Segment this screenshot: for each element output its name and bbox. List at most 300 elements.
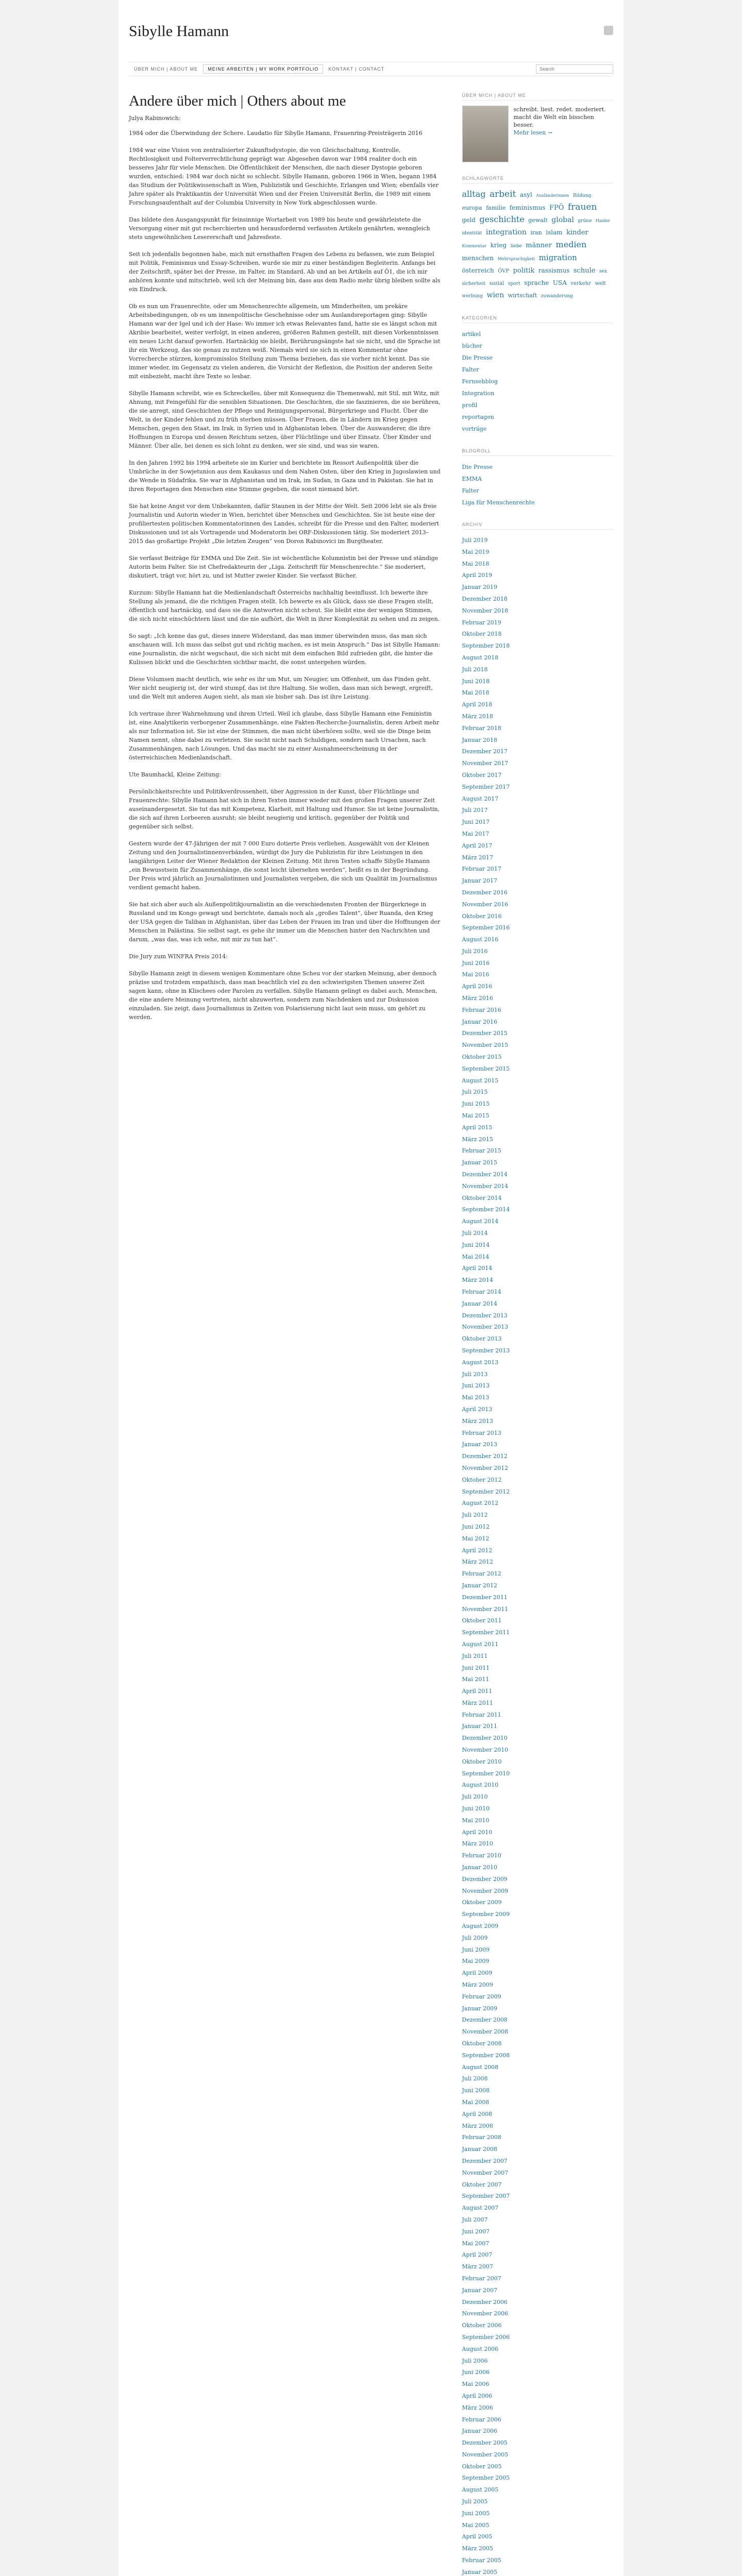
archive-link[interactable]: Januar 2009 — [462, 2005, 497, 2012]
tag-link[interactable]: menschen — [462, 255, 494, 262]
archive-item — [462, 852, 613, 864]
tag-link[interactable]: europa — [462, 205, 482, 211]
archive-link[interactable]: Oktober 2010 — [462, 1758, 502, 1765]
archive-link[interactable]: April 2005 — [462, 2533, 493, 2540]
archive-item — [462, 993, 613, 1005]
nav-item-about[interactable]: ÜBER MICH | ABOUT ME — [134, 66, 198, 72]
archive-item — [462, 2437, 613, 2449]
archive-link[interactable]: Juni 2015 — [462, 1100, 490, 1108]
tag-link[interactable]: gewalt — [528, 217, 548, 224]
tag-link[interactable]: liebe — [510, 244, 522, 249]
tag-link[interactable]: sicherheit — [462, 281, 486, 286]
archive-link[interactable]: März 2015 — [462, 1136, 493, 1143]
archive-link[interactable]: September 2005 — [462, 2475, 510, 2482]
archive-link[interactable]: Juni 2012 — [462, 1523, 490, 1530]
archive-link[interactable]: August 2008 — [462, 2063, 499, 2071]
archive-item — [462, 1909, 613, 1921]
blogroll-list — [462, 461, 613, 509]
archive-link[interactable]: April 2013 — [462, 1405, 493, 1413]
category-link[interactable]: Falter — [462, 366, 479, 373]
archive-link[interactable]: Dezember 2012 — [462, 1453, 508, 1460]
archive-link[interactable]: Oktober 2006 — [462, 2322, 502, 2329]
archive-link[interactable]: September 2008 — [462, 2052, 510, 2059]
archive-link[interactable]: September 2011 — [462, 1629, 510, 1636]
archive-item — [462, 1933, 613, 1944]
archive-link[interactable]: Januar 2017 — [462, 877, 497, 885]
archive-link[interactable]: Dezember 2009 — [462, 1875, 508, 1883]
archive-link[interactable]: Dezember 2007 — [462, 2157, 508, 2164]
archive-link[interactable]: März 2013 — [462, 1417, 493, 1425]
archive-link[interactable]: September 2007 — [462, 2193, 510, 2200]
archive-link[interactable]: Juli 2018 — [462, 666, 488, 673]
post-paragraph: Gestern wurde der 47-Jährigen der mit 7 000 Euro dotierte Preis verliehen. Ausgewählt von der Kleinen Zeitung und den Journalistinnenverbänden, würdigt die Jury die Publizistin für ihre Leistungen in den langjährigen Leiter der Wiener Redaktion der Kleinen Zeitung. Mit ihren Texten schaffe Sibylle Hamann „ein Bewusstsein für Zusammenhänge, die sonst leicht übersehen werden“, heißt es in der Begründung. Der Preis wird jährlich an Journalistinnen und Journalisten vergeben, die sich um Qualität im Journalismus verdient gemacht haben. — [129, 840, 437, 891]
archive-link[interactable]: Juni 2009 — [462, 1946, 490, 1953]
archive-link[interactable]: Februar 2013 — [462, 1429, 501, 1436]
archive-link[interactable]: November 2007 — [462, 2169, 509, 2176]
tag-link[interactable]: familie — [486, 205, 506, 211]
archive-link[interactable]: Juli 2015 — [462, 1089, 488, 1096]
archive-link[interactable]: November 2018 — [462, 607, 509, 614]
archive-link[interactable]: Dezember 2017 — [462, 748, 508, 755]
archive-link[interactable]: Juli 2019 — [462, 537, 488, 544]
archive-item — [462, 2038, 613, 2050]
archive-link[interactable]: Dezember 2018 — [462, 595, 508, 602]
archive-link[interactable]: Oktober 2007 — [462, 2181, 502, 2188]
archive-link[interactable]: Juni 2013 — [462, 1382, 490, 1389]
archive-link[interactable]: Dezember 2008 — [462, 2016, 508, 2024]
archive-item — [462, 2555, 613, 2567]
archive-link[interactable]: Dezember 2016 — [462, 889, 508, 896]
archive-item — [462, 2179, 613, 2191]
archive-item — [462, 1886, 613, 1897]
archive-link[interactable]: März 2006 — [462, 2404, 493, 2411]
tag-link[interactable]: integration — [485, 228, 527, 236]
archive-link[interactable]: März 2010 — [462, 1840, 493, 1848]
tag-link[interactable]: Ausländerinnen — [536, 193, 569, 198]
archive-item — [462, 946, 613, 958]
archive-link[interactable]: Mai 2007 — [462, 2240, 490, 2247]
archive-link[interactable]: Juni 2017 — [462, 819, 490, 826]
archive-link[interactable]: September 2006 — [462, 2333, 510, 2341]
archive-link[interactable]: November 2013 — [462, 1324, 509, 1331]
archive-link[interactable]: März 2018 — [462, 713, 493, 720]
archive-item — [462, 640, 613, 652]
archive-item — [462, 547, 613, 558]
archive-item — [462, 2332, 613, 2344]
archive-link[interactable]: Juli 2009 — [462, 1934, 488, 1941]
archive-item — [462, 1404, 613, 1416]
archive-link[interactable]: Februar 2009 — [462, 1993, 501, 2000]
archive-link[interactable]: Mai 2015 — [462, 1112, 490, 1120]
tag-link[interactable]: sport — [508, 281, 520, 286]
archive-link[interactable]: August 2016 — [462, 936, 499, 943]
tag-link[interactable]: rassismus — [538, 267, 570, 274]
archive-item — [462, 2567, 613, 2576]
search-input[interactable] — [536, 64, 613, 74]
post-paragraph: 1984 oder die Überwindung der Schere. Laudatio für Sibylle Hamann, Frauenring-Preisträgerin 2016 — [129, 130, 423, 137]
archive-item — [462, 699, 613, 711]
archive-link[interactable]: März 2017 — [462, 854, 493, 861]
archive-link[interactable]: Oktober 2005 — [462, 2463, 502, 2470]
archive-link[interactable]: März 2009 — [462, 1981, 493, 1989]
archive-link[interactable]: August 2006 — [462, 2345, 499, 2352]
archive-link[interactable]: Februar 2015 — [462, 1147, 501, 1155]
archive-link[interactable]: Juli 2005 — [462, 2498, 488, 2505]
archive-link[interactable]: Mai 2006 — [462, 2381, 490, 2388]
archive-item — [462, 1204, 613, 1216]
archive-link[interactable]: Januar 2008 — [462, 2146, 497, 2153]
archive-link[interactable]: Februar 2011 — [462, 1711, 501, 1718]
archive-link[interactable]: April 2011 — [462, 1688, 493, 1695]
archive-link[interactable]: Oktober 2009 — [462, 1899, 502, 1906]
archive-link[interactable]: September 2013 — [462, 1347, 510, 1354]
archive-item — [462, 1486, 613, 1498]
post-paragraph: Ute Baumhackl, Kleine Zeitung: — [129, 771, 221, 778]
archive-item — [462, 1862, 613, 1874]
archive-link[interactable]: Juni 2006 — [462, 2369, 490, 2376]
archive-link[interactable]: April 2019 — [462, 572, 493, 579]
tag-link[interactable]: migration — [538, 253, 577, 262]
archive-link[interactable]: September 2009 — [462, 1911, 510, 1918]
archive-link[interactable]: Juni 2007 — [462, 2228, 490, 2235]
category-link[interactable]: profil — [462, 402, 478, 409]
archive-link[interactable]: April 2017 — [462, 842, 493, 849]
archive-link[interactable]: Juli 2017 — [462, 807, 488, 814]
archive-link[interactable]: Oktober 2011 — [462, 1617, 502, 1624]
archive-link[interactable]: November 2010 — [462, 1747, 509, 1754]
archive-link[interactable]: Mai 2016 — [462, 971, 490, 978]
archive-item — [462, 2238, 613, 2250]
archive-link[interactable]: Mai 2017 — [462, 830, 490, 837]
tag-link[interactable]: wien — [486, 291, 504, 299]
archive-link[interactable]: Juli 2008 — [462, 2075, 488, 2082]
archive-link[interactable]: August 2005 — [462, 2486, 499, 2494]
archive-link[interactable]: Mai 2014 — [462, 1253, 490, 1260]
archive-link[interactable]: Juni 2014 — [462, 1241, 490, 1248]
archive-list — [462, 535, 613, 2576]
archive-link[interactable]: Mai 2011 — [462, 1676, 490, 1683]
archive-item — [462, 2402, 613, 2414]
archive-link[interactable]: November 2008 — [462, 2028, 509, 2036]
site-title[interactable]: Sibylle Hamann — [129, 23, 229, 40]
archive-link[interactable]: Juni 2018 — [462, 677, 490, 685]
archive-item — [462, 981, 613, 993]
archive-link[interactable]: Juni 2008 — [462, 2087, 490, 2094]
archive-item — [462, 1016, 613, 1028]
tag-link[interactable]: identität — [462, 231, 482, 236]
archive-item — [462, 2062, 613, 2074]
archive-link[interactable]: Juli 2011 — [462, 1652, 488, 1659]
page-shell — [119, 0, 623, 2576]
about-more-link[interactable]: Mehr lesen → — [513, 129, 553, 136]
archive-link[interactable]: Mai 2012 — [462, 1535, 490, 1542]
nav-item-contact[interactable]: KONTAKT | CONTACT — [328, 66, 385, 72]
archive-link[interactable]: Februar 2007 — [462, 2275, 501, 2282]
tag-link[interactable]: sozial — [489, 281, 504, 286]
archive-link[interactable]: Februar 2005 — [462, 2557, 501, 2564]
tag-link[interactable]: werbung — [462, 294, 483, 299]
category-link[interactable]: vorträge — [462, 426, 487, 432]
archive-link[interactable]: Juli 2014 — [462, 1230, 488, 1237]
archive-item — [462, 1874, 613, 1886]
archive-link[interactable]: September 2014 — [462, 1206, 510, 1213]
tag-link[interactable]: iran — [530, 229, 542, 236]
tag-link[interactable]: Haider — [595, 218, 610, 223]
tag-cloud — [462, 189, 613, 302]
archive-link[interactable]: Februar 2019 — [462, 619, 501, 626]
archive-link[interactable]: November 2015 — [462, 1042, 509, 1049]
category-link[interactable]: Die Presse — [462, 354, 493, 361]
archive-link[interactable]: April 2007 — [462, 2251, 493, 2259]
tag-link[interactable]: welt — [595, 281, 606, 286]
tag-link[interactable]: alltag — [462, 189, 486, 199]
archive-link[interactable]: Mai 2010 — [462, 1817, 490, 1824]
archive-link[interactable]: Dezember 2014 — [462, 1171, 508, 1178]
tag-link[interactable]: frauen — [567, 202, 597, 212]
archive-link[interactable]: Oktober 2012 — [462, 1476, 502, 1483]
archive-link[interactable]: März 2007 — [462, 2263, 493, 2270]
archive-link[interactable]: Februar 2017 — [462, 866, 501, 873]
archive-link[interactable]: Februar 2016 — [462, 1006, 501, 1013]
tag-link[interactable]: global — [551, 216, 574, 224]
tag-link[interactable]: geld — [462, 216, 476, 224]
archive-link[interactable]: Juli 2010 — [462, 1793, 488, 1801]
archive-link[interactable]: Januar 2007 — [462, 2286, 497, 2294]
archive-link[interactable]: September 2018 — [462, 642, 510, 650]
tag-link[interactable]: FPÖ — [549, 204, 564, 212]
tag-link[interactable]: islam — [546, 229, 563, 236]
archive-link[interactable]: Dezember 2015 — [462, 1030, 508, 1037]
category-item — [462, 376, 613, 387]
tag-link[interactable]: USA — [552, 279, 567, 286]
archive-link[interactable]: Oktober 2016 — [462, 912, 502, 920]
archive-link[interactable]: Juli 2012 — [462, 1512, 488, 1519]
archive-item — [462, 2085, 613, 2097]
archive-link[interactable]: Mai 2018 — [462, 560, 490, 567]
archive-link[interactable]: April 2008 — [462, 2110, 493, 2117]
archive-link[interactable]: August 2009 — [462, 1923, 499, 1930]
category-link[interactable]: Fernsehblog — [462, 378, 498, 385]
post-paragraph: Ob es nun um Frauenrechte, oder um Menschenrechte allgemein, um Minderheiten, um prekäre Arbeitsbedingungen, ob es um innenpolitische Geschehnisse oder um Auslandsreportagen ging: Sibylle Hamann war der Igel und ich der Hase: Wo immer ich etwas Relevantes fand, hatte sie es längst schon mit Akribie bearbeitet, weiter verfolgt, in einen anderen, größeren Rahmen gestellt, mit diesen Vorkenntnissen ein neues Licht darauf geworfen. Hartnäckig sie bleibt, Berührungsängste hat sie nicht, und die Sprache ist ihr ein Werkzeug, das sie genau zu nutzen weiß. Niemals wird sie sich in einen Kommentar ohne Vorrecherche stürzen, kompromisslos Stellung zum Thema beziehen, das sie vorher nicht kennt. Das sie immer wieder, im Gegensatz zu vielen anderen, die Vorsicht der Reflexion, die Position der anderen Seite mit einbezieht, macht ihre Texte so lesbar. — [129, 303, 441, 380]
archive-link[interactable]: August 2017 — [462, 795, 499, 802]
archive-item — [462, 2202, 613, 2214]
archive-link[interactable]: November 2005 — [462, 2451, 509, 2458]
tag-link[interactable]: Bildung — [572, 193, 592, 198]
archive-link[interactable]: Mai 2009 — [462, 1958, 490, 1965]
tag-link[interactable]: geschichte — [479, 214, 525, 224]
archive-link[interactable]: Juni 2005 — [462, 2510, 490, 2517]
tag-link[interactable]: sex — [599, 269, 607, 274]
archive-link[interactable]: Juni 2016 — [462, 959, 490, 967]
archive-link[interactable]: November 2016 — [462, 901, 509, 908]
archive-link[interactable]: März 2008 — [462, 2122, 493, 2129]
archive-link[interactable]: April 2016 — [462, 983, 493, 990]
archive-link[interactable]: Oktober 2017 — [462, 771, 502, 778]
archive-link[interactable]: Mai 2005 — [462, 2521, 490, 2529]
archive-item — [462, 840, 613, 852]
tag-link[interactable]: arbeit — [490, 189, 516, 199]
archive-link[interactable]: Februar 2014 — [462, 1289, 501, 1295]
archive-item — [462, 1991, 613, 2003]
archive-link[interactable]: April 2015 — [462, 1124, 493, 1131]
blogroll-link[interactable]: EMMA — [462, 476, 482, 482]
archive-link[interactable]: November 2011 — [462, 1605, 509, 1613]
tag-link[interactable]: österreich — [462, 267, 494, 274]
archive-link[interactable]: April 2014 — [462, 1265, 493, 1272]
archive-link[interactable]: Februar 2010 — [462, 1852, 501, 1859]
archive-link[interactable]: Januar 2015 — [462, 1159, 497, 1166]
archive-link[interactable]: Juli 2007 — [462, 2216, 488, 2223]
archive-item — [462, 1592, 613, 1604]
archive-link[interactable]: März 2016 — [462, 995, 493, 1002]
archive-item — [462, 1416, 613, 1428]
archive-link[interactable]: Februar 2012 — [462, 1570, 501, 1578]
tag-link[interactable]: wirtschaft — [508, 292, 537, 299]
archive-link[interactable]: August 2011 — [462, 1640, 499, 1648]
about-widget — [462, 106, 613, 162]
archive-link[interactable]: Oktober 2018 — [462, 631, 502, 638]
archive-link[interactable]: Mai 2018 — [462, 689, 490, 697]
archive-link[interactable]: Juli 2013 — [462, 1370, 488, 1378]
archive-link[interactable]: November 2012 — [462, 1464, 509, 1471]
archive-item — [462, 1216, 613, 1228]
archive-link[interactable]: Januar 2014 — [462, 1300, 497, 1307]
blogroll-link[interactable]: Die Presse — [462, 464, 493, 470]
tag-link[interactable]: Mehrsprachigkeit — [497, 257, 535, 261]
archive-item — [462, 2109, 613, 2121]
archive-link[interactable]: November 2006 — [462, 2310, 509, 2317]
archive-link[interactable]: Mai 2013 — [462, 1394, 490, 1401]
archive-link[interactable]: September 2010 — [462, 1770, 510, 1777]
archive-item — [462, 1580, 613, 1592]
archive-item — [462, 1275, 613, 1286]
archive-link[interactable]: Januar 2016 — [462, 1018, 497, 1025]
archive-link[interactable]: Januar 2019 — [462, 584, 497, 591]
archive-link[interactable]: September 2015 — [462, 1065, 510, 1072]
archive-link[interactable]: Dezember 2005 — [462, 2439, 508, 2447]
tag-link[interactable]: politik — [513, 267, 535, 275]
archive-item — [462, 1944, 613, 1956]
archive-item — [462, 676, 613, 688]
archive-link[interactable]: Februar 2018 — [462, 724, 501, 732]
archive-link[interactable]: Januar 2010 — [462, 1864, 497, 1871]
archive-link[interactable]: April 2018 — [462, 701, 493, 708]
archive-link[interactable]: Oktober 2014 — [462, 1194, 502, 1201]
archive-item — [462, 687, 613, 699]
tag-link[interactable]: grüne — [578, 218, 592, 224]
archive-item — [462, 1533, 613, 1545]
archive-item — [462, 2026, 613, 2038]
category-link[interactable]: Integration — [462, 390, 495, 397]
archive-link[interactable]: August 2007 — [462, 2205, 499, 2212]
tag-link[interactable]: zuwanderung — [541, 294, 573, 299]
archive-link[interactable]: Dezember 2013 — [462, 1312, 508, 1319]
archive-link[interactable]: April 2009 — [462, 1970, 493, 1977]
archive-item — [462, 1791, 613, 1803]
archive-link[interactable]: November 2014 — [462, 1182, 509, 1190]
archive-link[interactable]: Februar 2006 — [462, 2416, 501, 2423]
archive-link[interactable]: November 2017 — [462, 760, 509, 767]
blogroll-link[interactable]: Liga für Menschenrechte — [462, 499, 535, 506]
archive-link[interactable]: Januar 2018 — [462, 736, 497, 743]
tag-link[interactable]: verkehr — [570, 281, 591, 286]
archive-link[interactable]: Juni 2011 — [462, 1664, 490, 1671]
archive-link[interactable]: April 2012 — [462, 1547, 493, 1554]
rss-icon[interactable] — [604, 26, 613, 35]
tag-link[interactable]: sprache — [524, 279, 549, 286]
archive-link[interactable]: Oktober 2013 — [462, 1335, 502, 1343]
blogroll-link[interactable]: Falter — [462, 487, 479, 494]
tag-link[interactable]: feminismus — [509, 204, 546, 211]
nav-item-work[interactable]: MEINE ARBEITEN | MY WORK PORTFOLIO — [203, 64, 323, 74]
archive-link[interactable]: Mai 2019 — [462, 548, 490, 555]
archive-link[interactable]: August 2012 — [462, 1500, 499, 1507]
archive-link[interactable]: Januar 2012 — [462, 1582, 497, 1589]
archive-item — [462, 1110, 613, 1122]
tag-link[interactable]: kinder — [566, 229, 588, 236]
archive-link[interactable]: August 2014 — [462, 1218, 499, 1225]
archive-link[interactable]: Oktober 2008 — [462, 2040, 502, 2047]
archive-link[interactable]: Dezember 2006 — [462, 2298, 508, 2306]
archive-link[interactable]: Januar 2011 — [462, 1723, 497, 1730]
archive-item — [462, 2379, 613, 2391]
post — [129, 87, 442, 2576]
archive-link[interactable]: August 2015 — [462, 1077, 499, 1084]
archive-link[interactable]: Juli 2016 — [462, 947, 488, 955]
archive-link[interactable]: Dezember 2011 — [462, 1594, 508, 1601]
archive-link[interactable]: September 2012 — [462, 1488, 510, 1495]
archive-item — [462, 1228, 613, 1240]
tag-link[interactable]: schule — [573, 267, 596, 275]
tag-link[interactable]: ÖVP — [498, 268, 510, 274]
archive-item — [462, 1521, 613, 1533]
tag-link[interactable]: männer — [526, 242, 552, 249]
archive-link[interactable]: September 2016 — [462, 924, 510, 931]
tag-link[interactable]: krieg — [490, 242, 507, 249]
archive-link[interactable]: Juni 2010 — [462, 1805, 490, 1812]
category-link[interactable]: bücher — [462, 343, 482, 349]
category-link[interactable]: artikel — [462, 331, 481, 337]
archive-link[interactable]: Dezember 2010 — [462, 1735, 508, 1742]
category-link[interactable]: reportagen — [462, 414, 494, 420]
archive-link[interactable]: Januar 2013 — [462, 1441, 497, 1448]
post-paragraph: Diese Volumsen macht deutlich, wie sehr es ihr um Mut, um Neugier, um Offenheit, um das Finden geht. Wer nicht neugierig ist, der wird stumpf, das ist ihre Haltung. Sie wollen, dass man sich bewegt, ergreift, und die Welt mit anderen Augen sieht, als man sie bisher sah. Das ist ihre Leistung. — [129, 676, 433, 700]
archive-link[interactable]: August 2013 — [462, 1359, 499, 1366]
archive-link[interactable]: März 2014 — [462, 1277, 493, 1284]
archive-link[interactable]: April 2010 — [462, 1828, 493, 1836]
archive-item — [462, 1286, 613, 1298]
about-widget-title: ÜBER MICH | ABOUT ME — [462, 93, 613, 100]
archive-link[interactable]: März 2011 — [462, 1699, 493, 1706]
archive-link[interactable]: Januar 2005 — [462, 2568, 497, 2575]
archive-link[interactable]: März 2005 — [462, 2545, 493, 2552]
archive-link[interactable]: August 2010 — [462, 1782, 499, 1789]
archive-link[interactable]: Februar 2008 — [462, 2134, 501, 2141]
tag-link[interactable]: asyl — [519, 191, 532, 198]
archive-link[interactable]: Januar 2006 — [462, 2428, 497, 2435]
archive-link[interactable]: Mai 2008 — [462, 2098, 490, 2106]
tag-link[interactable]: Kommentar — [462, 244, 486, 248]
archive-link[interactable]: August 2018 — [462, 654, 499, 661]
archive-item — [462, 1627, 613, 1639]
archive-link[interactable]: April 2006 — [462, 2392, 493, 2399]
archive-link[interactable]: Oktober 2015 — [462, 1054, 502, 1061]
archive-link[interactable]: November 2009 — [462, 1887, 509, 1894]
tag-link[interactable]: medien — [555, 240, 587, 249]
archive-link[interactable]: März 2012 — [462, 1558, 493, 1566]
archive-link[interactable]: September 2017 — [462, 783, 510, 790]
archive-link[interactable]: Juli 2006 — [462, 2357, 488, 2364]
